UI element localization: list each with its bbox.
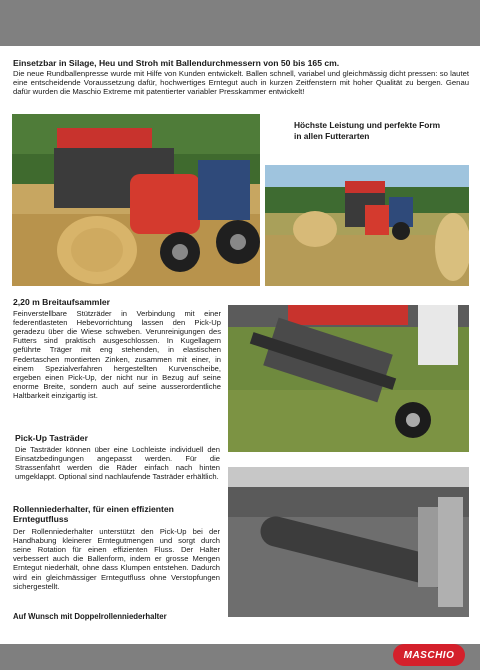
intro-paragraph: Die neue Rundballenpresse wurde mit Hilfe von Kunden entwickelt. Ballen schnell, variabel und gleichmässig dicht pressen: so lautet eine entscheidende Voraussetzung dafür, hochwertiges Erntegut auch in kurzen Zeitfenstern mit hoher Qualität zu bergen. Genau dafür wurden die Maschio Extreme mit patentierter variabler Presskammer entwickelt! [13, 69, 469, 97]
section-title-rollenniederhalter: Rollenniederhalter, für einen effizienten Erntegutfluss [13, 504, 174, 524]
intro-heading: Einsetzbar in Silage, Heu und Stroh mit Ballendurchmessern von 50 bis 165 cm. [13, 58, 340, 68]
photo-roller-holddown [228, 467, 469, 617]
footer-note: Auf Wunsch mit Doppelrollenniederhalter [13, 612, 167, 621]
section-text-rollenniederhalter: Der Rollenniederhalter unterstützt den Pick-Up bei der Handhabung kleinerer Erntegutmengen und sorgt durch seine Rotation für einen effizienten Fluss. Der Halter verbessert auch die Ballenform, indem er grosse Mengen Erntegut niederhält, ohne dass Klumpen entstehen. Dadurch wird ein gleichmässiger Erntegutfluss ohne Verstopfungen sichergestellt. [13, 527, 220, 591]
photo-pickup-closeup [228, 305, 469, 452]
photo-baler-with-bale [12, 114, 260, 286]
photo-field-bales [265, 165, 469, 286]
maschio-logo [393, 644, 465, 666]
section-text-tastraeder: Die Tasträder können über eine Lochleiste individuell den Einsatzbedingungen angepasst werden. Für die Strassenfahrt werden die Räder einfach nach hinten umgeklappt. Optional sind nachlaufende Tasträder erhältlich. [15, 445, 220, 482]
logo-text: MASCHIO [403, 649, 455, 661]
section-text-pickup: Feinverstellbare Stützräder in Verbindung mit einer federentlasteten Hebevorrichtung lassen den Pick-Up geradezu über die Wiese schweben. Verunreinigungen des Futters sind praktisch ausgeschlossen. In Kugellagern geführte Träger mit eng stehenden, in elastischen Federtaschen montierten Zinken, zusammen mit einer, in einem Spezialverfahren hergestellten Kurvenscheibe, ergeben einen Pick-Up, der nicht nur in Bezug auf seine enorme Breite, sondern auch auf seine ausserordentliche Haltbarkeit einzigartig ist. [13, 309, 221, 400]
section-title-tastraeder: Pick-Up Tasträder [15, 433, 88, 443]
section-title-pickup: 2,20 m Breitaufsammler [13, 297, 110, 307]
top-header-bar [0, 0, 480, 46]
photo-caption: Höchste Leistung und perfekte Form in allen Futterarten [294, 120, 441, 141]
